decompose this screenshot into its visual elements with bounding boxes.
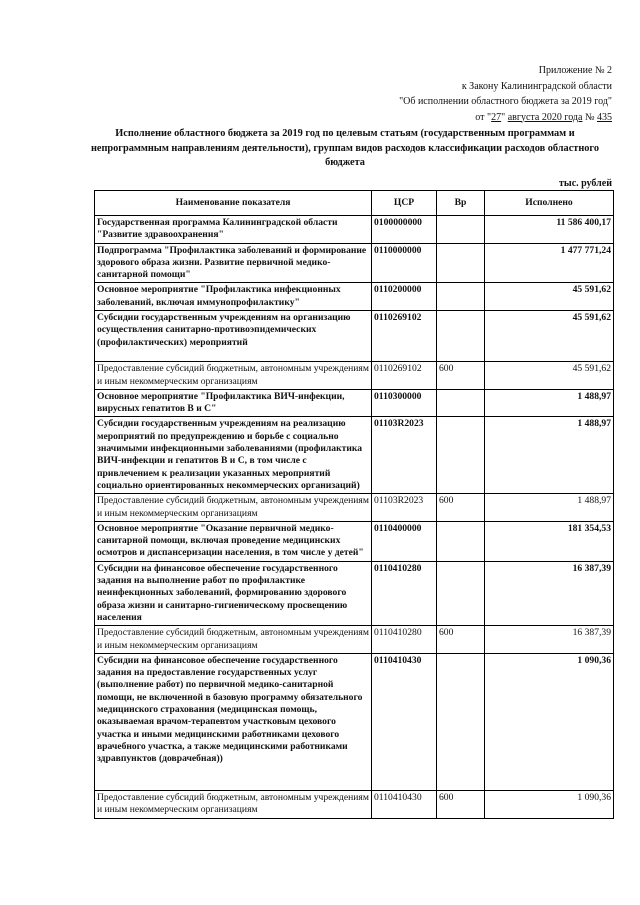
table-row: [95, 243, 614, 283]
row-name: Субсидии на финансовое обеспечение государственного задания на предоставление государственных услуг (выполнение работ) по первичной медико-санитарной помощи, не включенной в базовую программу обязательного медицинского страхования (медицинская помощь, оказываемая врачом-терапевтом участковым цехового участка и иными медицинскими работниками цехового врачебного участка, а также медицинскими работниками здравпунктов (доврачебная)): [95, 653, 372, 790]
row-vr: [437, 311, 485, 362]
table-row: [95, 417, 614, 494]
header-name: Наименование показателя: [95, 191, 372, 216]
row-amount: 1 488,97: [485, 389, 614, 417]
row-amount: 45 591,62: [485, 362, 614, 390]
row-name: Субсидии государственным учреждениям на организацию осуществления санитарно-противоэпидемических (профилактических) мероприятий: [95, 311, 372, 362]
row-vr: [437, 389, 485, 417]
appendix-date-line: [312, 110, 612, 126]
row-csr: 0110269102: [372, 311, 437, 362]
row-csr: 0110410280: [372, 626, 437, 654]
row-amount: 1 488,97: [485, 494, 614, 522]
appendix-law-ref: к Закону Калининградской области: [461, 80, 612, 92]
budget-table: [94, 190, 614, 819]
table-row: [95, 389, 614, 417]
row-csr: 0110400000: [372, 521, 437, 561]
row-amount: 1 477 771,24: [485, 243, 614, 283]
table-row: [95, 362, 614, 390]
table-row: [95, 653, 614, 790]
table-body: [95, 216, 614, 819]
header-csr: ЦСР: [372, 191, 437, 216]
row-name: Предоставление субсидий бюджетным, автономным учреждениям и иным некоммерческим организациям: [95, 791, 372, 819]
date-month-year: августа 2020 года: [507, 111, 583, 123]
date-mid: ": [501, 111, 508, 123]
units-label: тыс. рублей: [558, 178, 612, 189]
header-vr: Вр: [437, 191, 485, 216]
row-csr: 01103R2023: [372, 417, 437, 494]
table-row: [95, 791, 614, 819]
row-amount: 45 591,62: [485, 311, 614, 362]
table-row: [95, 494, 614, 522]
row-vr: [437, 283, 485, 311]
row-csr: 0110200000: [372, 283, 437, 311]
row-vr: 600: [437, 362, 485, 390]
appendix-number: Приложение № 2: [538, 65, 612, 76]
table-row: [95, 626, 614, 654]
row-amount: 45 591,62: [485, 283, 614, 311]
table-row: [95, 216, 614, 244]
row-amount: 1 090,36: [485, 791, 614, 819]
row-csr: 0110410430: [372, 791, 437, 819]
row-name: Субсидии на финансовое обеспечение государственного задания на выполнение работ по профилактике неинфекционных заболеваний, формированию здорового образа жизни и санитарно-гигиеническому просвещению населения: [95, 561, 372, 625]
row-vr: 600: [437, 626, 485, 654]
row-amount: 16 387,39: [485, 561, 614, 625]
row-vr: [437, 653, 485, 790]
row-csr: 0110300000: [372, 389, 437, 417]
row-name: Предоставление субсидий бюджетным, автономным учреждениям и иным некоммерческим организациям: [95, 362, 372, 390]
document-title: Исполнение областного бюджета за 2019 год по целевым статьям (государственным программам и непрограммным направлениям деятельности), группам видов расходов классификации расходов областного бюджета: [90, 128, 599, 168]
appendix-law-title: "Об исполнении областного бюджета за 2019 год": [399, 96, 612, 107]
row-vr: [437, 216, 485, 244]
law-number: 435: [597, 111, 612, 123]
table-header-row: [95, 191, 614, 216]
row-csr: 0100000000: [372, 216, 437, 244]
table-row: [95, 521, 614, 561]
row-vr: 600: [437, 791, 485, 819]
row-name: Основное мероприятие "Оказание первичной медико-санитарной помощи, включая проведение медицинских осмотров и диспансеризации населения, в том числе у детей": [95, 521, 372, 561]
row-csr: 01103R2023: [372, 494, 437, 522]
row-name: Подпрограмма "Профилактика заболеваний и формирование здорового образа жизни. Развитие первичной медико-санитарной помощи": [95, 243, 372, 283]
table-row: [95, 561, 614, 625]
row-amount: 1 488,97: [485, 417, 614, 494]
row-name: Предоставление субсидий бюджетным, автономным учреждениям и иным некоммерческим организациям: [95, 626, 372, 654]
row-name: Государственная программа Калининградской области "Развитие здравоохранения": [95, 216, 372, 244]
row-csr: 0110000000: [372, 243, 437, 283]
row-vr: [437, 243, 485, 283]
table-row: [95, 311, 614, 362]
row-vr: [437, 417, 485, 494]
table-row: [95, 283, 614, 311]
row-amount: 16 387,39: [485, 626, 614, 654]
row-vr: [437, 521, 485, 561]
date-day: 27: [491, 111, 502, 123]
row-amount: 1 090,36: [485, 653, 614, 790]
row-csr: 0110410430: [372, 653, 437, 790]
number-prefix: №: [582, 111, 597, 123]
row-name: Предоставление субсидий бюджетным, автономным учреждениям и иным некоммерческим организациям: [95, 494, 372, 522]
row-name: Субсидии государственным учреждениям на реализацию мероприятий по предупреждению и борьбе с социально значимыми инфекционными заболеваниями (профилактика ВИЧ-инфекции и гепатитов В и С, в том числе с привлечением к реализации указанных мероприятий социально ориентированных некоммерческих организаций): [95, 417, 372, 494]
row-csr: 0110269102: [372, 362, 437, 390]
row-name: Основное мероприятие "Профилактика ВИЧ-инфекции, вирусных гепатитов В и С": [95, 389, 372, 417]
appendix-header: [312, 63, 612, 125]
row-csr: 0110410280: [372, 561, 437, 625]
row-vr: [437, 561, 485, 625]
row-amount: 181 354,53: [485, 521, 614, 561]
row-name: Основное мероприятие "Профилактика инфекционных заболеваний, включая иммунопрофилактику": [95, 283, 372, 311]
row-vr: 600: [437, 494, 485, 522]
date-prefix: от ": [475, 111, 492, 123]
header-amount: Исполнено: [485, 191, 614, 216]
row-amount: 11 586 400,17: [485, 216, 614, 244]
